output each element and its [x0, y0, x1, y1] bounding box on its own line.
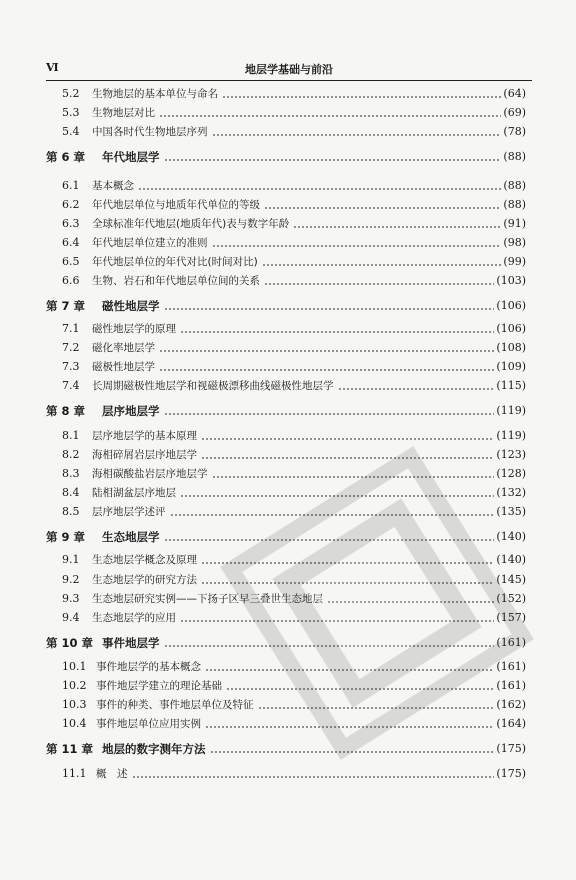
entry-number: 7.3: [62, 360, 80, 373]
dot-leader: [293, 226, 501, 228]
entry-page: (140): [496, 553, 526, 566]
entry-page: (162): [496, 698, 526, 711]
section-entry[interactable]: [62, 447, 526, 463]
entry-number: 9.3: [62, 592, 80, 605]
entry-page: (98): [503, 236, 526, 249]
dot-leader: [222, 96, 501, 98]
section-entry[interactable]: [62, 124, 526, 140]
entry-number: 第 9 章: [46, 530, 86, 544]
entry-title: 层序地层学: [102, 404, 160, 418]
entry-page: (78): [503, 125, 526, 138]
running-header: [46, 58, 532, 81]
entry-page: (175): [496, 742, 526, 755]
entry-title: 年代地层单位的年代对比(时间对比): [92, 256, 258, 268]
dot-leader: [212, 476, 495, 478]
entry-number: 8.4: [62, 486, 80, 499]
section-entry[interactable]: [62, 197, 526, 213]
entry-number: 第 11 章: [46, 742, 94, 756]
dot-leader: [159, 369, 494, 371]
dot-leader: [164, 413, 495, 415]
chapter-entry[interactable]: [46, 149, 526, 165]
section-entry[interactable]: [62, 428, 526, 444]
entry-number: 6.2: [62, 198, 80, 211]
entry-number: 10.1: [62, 660, 87, 673]
entry-number: 6.3: [62, 217, 80, 230]
entry-page: (69): [503, 106, 526, 119]
book-title: 地层学基础与前沿: [245, 63, 333, 76]
dot-leader: [264, 207, 501, 209]
entry-title: 事件地层单位应用实例: [96, 718, 201, 730]
dot-leader: [164, 308, 495, 310]
entry-title: 生态地层研究实例——下扬子区早三叠世生态地层: [92, 593, 323, 605]
entry-number: 8.1: [62, 429, 80, 442]
entry-title: 生物地层的基本单位与命名: [92, 88, 218, 100]
entry-title: 年代地层单位与地质年代单位的等级: [92, 199, 260, 211]
entry-title: 生态地层学: [102, 530, 160, 544]
dot-leader: [164, 159, 502, 161]
entry-page: (91): [503, 217, 526, 230]
entry-page: (108): [496, 341, 526, 354]
entry-number: 7.2: [62, 341, 80, 354]
section-entry[interactable]: [62, 216, 526, 232]
section-entry[interactable]: [62, 178, 526, 194]
entry-page: (103): [496, 274, 526, 287]
entry-title: 磁极性地层学: [92, 361, 155, 373]
dot-leader: [138, 188, 501, 190]
section-entry[interactable]: [62, 273, 526, 289]
entry-page: (106): [496, 299, 526, 312]
entry-page: (123): [496, 448, 526, 461]
entry-title: 年代地层学: [102, 150, 160, 164]
entry-title: 生态地层学的研究方法: [92, 574, 197, 586]
entry-title: 中国各时代生物地层序列: [92, 126, 208, 138]
entry-title: 事件地层学的基本概念: [96, 661, 201, 673]
dot-leader: [201, 438, 494, 440]
entry-number: 7.1: [62, 322, 80, 335]
section-entry[interactable]: [62, 86, 526, 102]
dot-leader: [262, 264, 502, 266]
entry-page: (164): [496, 717, 526, 730]
section-entry[interactable]: [62, 235, 526, 251]
entry-page: (175): [496, 767, 526, 780]
dot-leader: [132, 776, 495, 778]
entry-number: 第 6 章: [46, 150, 86, 164]
entry-page: (128): [496, 467, 526, 480]
section-entry[interactable]: [62, 254, 526, 270]
page-number: Ⅵ: [46, 61, 59, 74]
entry-page: (145): [496, 573, 526, 586]
entry-page: (132): [496, 486, 526, 499]
entry-number: 5.4: [62, 125, 80, 138]
dot-leader: [338, 388, 495, 390]
entry-title: 海相碎屑岩层序地层学: [92, 449, 197, 461]
entry-title: 年代地层单位建立的准则: [92, 237, 208, 249]
entry-title: 陆相湖盆层序地层: [92, 487, 176, 499]
entry-number: 10.3: [62, 698, 87, 711]
entry-title: 层序地层学的基本原理: [92, 430, 197, 442]
dot-leader: [212, 134, 502, 136]
entry-title: 概 述: [96, 768, 128, 780]
entry-number: 第 7 章: [46, 299, 86, 313]
section-entry[interactable]: [62, 766, 526, 782]
section-entry[interactable]: [62, 485, 526, 501]
section-entry[interactable]: [62, 340, 526, 356]
dot-leader: [212, 245, 502, 247]
section-entry[interactable]: [62, 321, 526, 337]
dot-leader: [201, 457, 494, 459]
entry-title: 生物地层对比: [92, 107, 155, 119]
entry-title: 事件地层学: [102, 636, 160, 650]
entry-number: 6.4: [62, 236, 80, 249]
entry-title: 磁性地层学的原理: [92, 323, 176, 335]
dot-leader: [180, 331, 494, 333]
entry-number: 第 10 章: [46, 636, 94, 650]
entry-number: 8.3: [62, 467, 80, 480]
entry-number: 10.4: [62, 717, 87, 730]
entry-page: (88): [503, 150, 526, 163]
dot-leader: [159, 350, 494, 352]
entry-page: (140): [496, 530, 526, 543]
entry-title: 层序地层学述评: [92, 506, 166, 518]
entry-number: 9.4: [62, 611, 80, 624]
entry-page: (161): [496, 636, 526, 649]
entry-page: (106): [496, 322, 526, 335]
section-entry[interactable]: [62, 466, 526, 482]
entry-page: (161): [496, 679, 526, 692]
entry-number: 8.5: [62, 505, 80, 518]
entry-number: 11.1: [62, 767, 87, 780]
entry-page: (99): [503, 255, 526, 268]
entry-number: 6.5: [62, 255, 80, 268]
entry-title: 生态地层学的应用: [92, 612, 176, 624]
chapter-entry[interactable]: [46, 741, 526, 757]
entry-title: 基本概念: [92, 180, 134, 192]
entry-title: 长周期磁极性地层学和视磁极漂移曲线磁极性地层学: [92, 380, 334, 392]
entry-number: 9.2: [62, 573, 80, 586]
chapter-entry[interactable]: [46, 403, 526, 419]
entry-number: 5.2: [62, 87, 80, 100]
entry-page: (64): [503, 87, 526, 100]
entry-number: 9.1: [62, 553, 80, 566]
entry-title: 生物、岩石和年代地层单位间的关系: [92, 275, 260, 287]
entry-title: 磁化率地层学: [92, 342, 155, 354]
dot-leader: [264, 283, 494, 285]
entry-number: 6.6: [62, 274, 80, 287]
dot-leader: [159, 115, 501, 117]
section-entry[interactable]: [62, 716, 526, 732]
entry-page: (161): [496, 660, 526, 673]
entry-page: (88): [503, 198, 526, 211]
entry-number: 10.2: [62, 679, 87, 692]
entry-page: (135): [496, 505, 526, 518]
entry-title: 海相碳酸盐岩层序地层学: [92, 468, 208, 480]
section-entry[interactable]: [62, 378, 526, 394]
entry-title: 全球标准年代地层(地质年代)表与数字年龄: [92, 218, 290, 230]
entry-number: 5.3: [62, 106, 80, 119]
entry-title: 事件地层学建立的理论基础: [96, 680, 222, 692]
entry-page: (119): [496, 404, 526, 417]
entry-page: (152): [496, 592, 526, 605]
entry-page: (88): [503, 179, 526, 192]
entry-number: 8.2: [62, 448, 80, 461]
entry-page: (115): [496, 379, 526, 392]
entry-title: 地层的数字测年方法: [102, 742, 206, 756]
entry-page: (109): [496, 360, 526, 373]
chapter-entry[interactable]: [46, 298, 526, 314]
entry-page: (157): [496, 611, 526, 624]
entry-title: 事件的种类、事件地层单位及特征: [96, 699, 254, 711]
entry-title: 生态地层学概念及原理: [92, 554, 197, 566]
entry-page: (119): [496, 429, 526, 442]
section-entry[interactable]: [62, 359, 526, 375]
section-entry[interactable]: [62, 105, 526, 121]
section-entry[interactable]: [62, 697, 526, 713]
entry-title: 磁性地层学: [102, 299, 160, 313]
entry-number: 7.4: [62, 379, 80, 392]
entry-number: 第 8 章: [46, 404, 86, 418]
entry-number: 6.1: [62, 179, 80, 192]
